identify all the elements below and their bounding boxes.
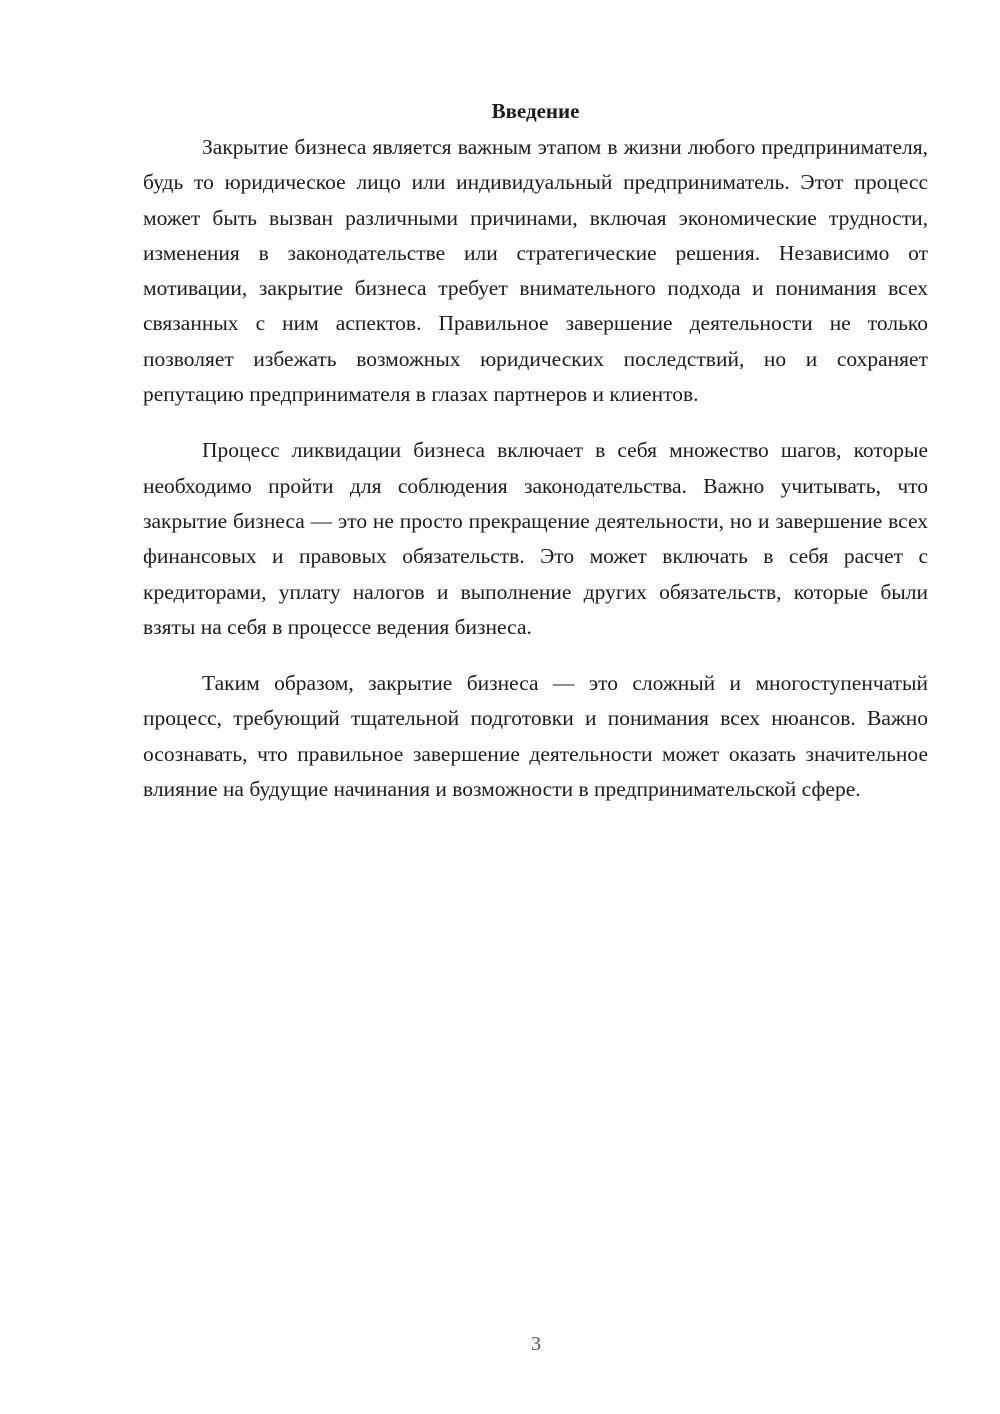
section-heading: Введение (491, 99, 580, 123)
page-number: 3 (531, 1333, 541, 1355)
paragraph-liquidation-process: Процесс ликвидации бизнеса включает в себя множество шагов, которые необходимо пройти для соблюдения законодательства. Важно учитывать, что закрытие бизнеса — это не просто прекращение деятельности, но и завершение всех финансовых и правовых обязательств. Это может включать в себя расчет с кредиторами, уплату налогов и выполнение других обязательств, которые были взяты на себя в процессе ведения бизнеса. (143, 438, 928, 639)
page-content (143, 96, 928, 828)
paragraph-conclusion: Таким образом, закрытие бизнеса — это сложный и многоступенчатый процесс, требующий тщательной подготовки и понимания всех нюансов. Важно осознавать, что правильное завершение деятельности может оказать значительное влияние на будущие начинания и возможности в предпринимательской сфере. (143, 671, 928, 802)
paragraph-intro: Закрытие бизнеса является важным этапом в жизни любого предпринимателя, будь то юридическое лицо или индивидуальный предприниматель. Этот процесс может быть вызван различными причинами, включая экономические трудности, изменения в законодательстве или стратегические решения. Независимо от мотивации, закрытие бизнеса требует внимательного подхода и понимания всех связанных с ним аспектов. Правильное завершение деятельности не только позволяет избежать возможных юридических последствий, но и сохраняет репутацию предпринимателя в глазах партнеров и клиентов. (143, 135, 928, 407)
